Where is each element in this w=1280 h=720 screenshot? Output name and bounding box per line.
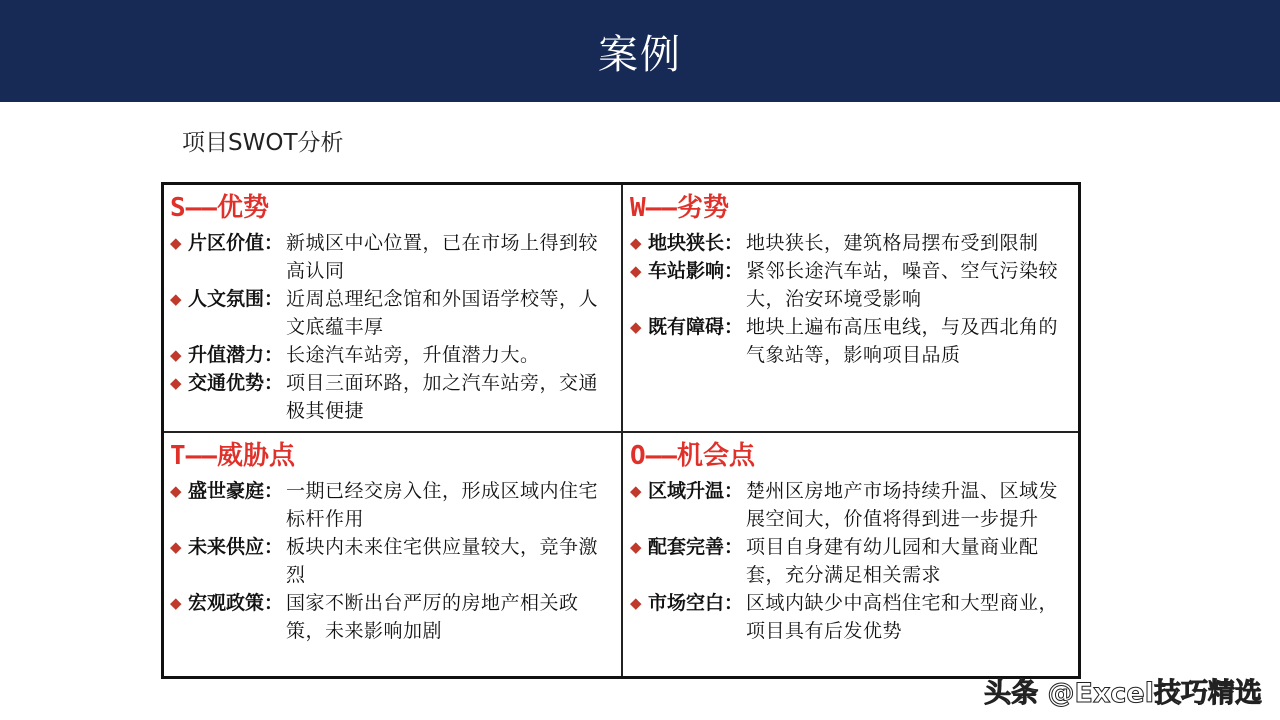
diamond-bullet-icon: ◆ — [170, 234, 182, 252]
header-bar — [0, 0, 1280, 102]
item-text: 地块上遍布高压电线，与及西北角的气象站等，影响项目品质 — [746, 316, 1059, 366]
quadrant-heading: S——优势 — [170, 193, 269, 223]
diamond-bullet-icon: ◆ — [170, 290, 182, 308]
item-text: 一期已经交房入住，形成区域内住宅标杆作用 — [286, 480, 599, 530]
item-label: 区域升温： — [648, 480, 744, 502]
item-text: 楚州区房地产市场持续升温、区域发展空间大，价值将得到进一步提升 — [746, 480, 1059, 530]
list-item — [630, 533, 1074, 589]
quadrant-heading: W——劣势 — [630, 193, 729, 223]
item-label: 配套完善： — [648, 536, 744, 558]
list-item — [630, 313, 1074, 369]
list-item — [630, 477, 1074, 533]
item-label: 车站影响： — [648, 260, 744, 282]
item-text: 项目三面环路，加之汽车站旁，交通极其便捷 — [286, 372, 599, 422]
list-item — [170, 533, 614, 589]
item-label: 宏观政策： — [188, 592, 284, 614]
list-item — [170, 589, 614, 645]
list-item — [170, 369, 614, 425]
diamond-bullet-icon: ◆ — [630, 318, 642, 336]
item-text: 紧邻长途汽车站，噪音、空气污染较大，治安环境受影响 — [746, 260, 1059, 310]
diamond-bullet-icon: ◆ — [630, 262, 642, 280]
item-label: 交通优势： — [188, 372, 284, 394]
diamond-bullet-icon: ◆ — [630, 482, 642, 500]
list-item — [630, 257, 1074, 313]
item-text: 国家不断出台严厉的房地产相关政策，未来影响加剧 — [286, 592, 579, 642]
item-label: 升值潜力： — [188, 344, 284, 366]
list-item — [630, 229, 1074, 257]
item-label: 既有障碍： — [648, 316, 744, 338]
item-text: 项目自身建有幼儿园和大量商业配套，充分满足相关需求 — [746, 536, 1039, 586]
item-label: 盛世豪庭： — [188, 480, 284, 502]
diamond-bullet-icon: ◆ — [630, 538, 642, 556]
quadrant-threats — [164, 433, 614, 679]
quadrant-strengths — [164, 185, 614, 431]
diamond-bullet-icon: ◆ — [170, 374, 182, 392]
item-text: 近周总理纪念馆和外国语学校等，人文底蕴丰厚 — [286, 288, 599, 338]
diamond-bullet-icon: ◆ — [170, 482, 182, 500]
item-label: 地块狭长： — [648, 232, 744, 254]
list-item — [170, 285, 614, 341]
quadrant-heading: O——机会点 — [630, 441, 755, 471]
watermark: 头条 @Excel技巧精选 — [984, 678, 1262, 709]
list-item — [170, 341, 614, 369]
diamond-bullet-icon: ◆ — [170, 594, 182, 612]
item-label: 片区价值： — [188, 232, 284, 254]
slide-title: 案例 — [598, 31, 682, 78]
item-text: 区域内缺少中高档住宅和大型商业，项目具有后发优势 — [746, 592, 1059, 642]
item-text: 地块狭长，建筑格局摆布受到限制 — [746, 232, 1039, 254]
subtitle: 项目SWOT分析 — [182, 130, 344, 156]
item-label: 人文氛围： — [188, 288, 284, 310]
list-item — [170, 229, 614, 285]
diamond-bullet-icon: ◆ — [170, 346, 182, 364]
list-item — [170, 477, 614, 533]
item-label: 市场空白： — [648, 592, 744, 614]
diamond-bullet-icon: ◆ — [630, 594, 642, 612]
list-item — [630, 589, 1074, 645]
diamond-bullet-icon: ◆ — [630, 234, 642, 252]
quadrant-weaknesses — [624, 185, 1074, 431]
quadrant-opportunities — [624, 433, 1074, 679]
item-text: 长途汽车站旁，升值潜力大。 — [286, 344, 540, 366]
quadrant-heading: T——威胁点 — [170, 441, 295, 471]
diamond-bullet-icon: ◆ — [170, 538, 182, 556]
swot-table — [161, 182, 1081, 679]
item-text: 板块内未来住宅供应量较大，竞争激烈 — [286, 536, 599, 586]
item-label: 未来供应： — [188, 536, 284, 558]
item-text: 新城区中心位置，已在市场上得到较高认同 — [286, 232, 599, 282]
